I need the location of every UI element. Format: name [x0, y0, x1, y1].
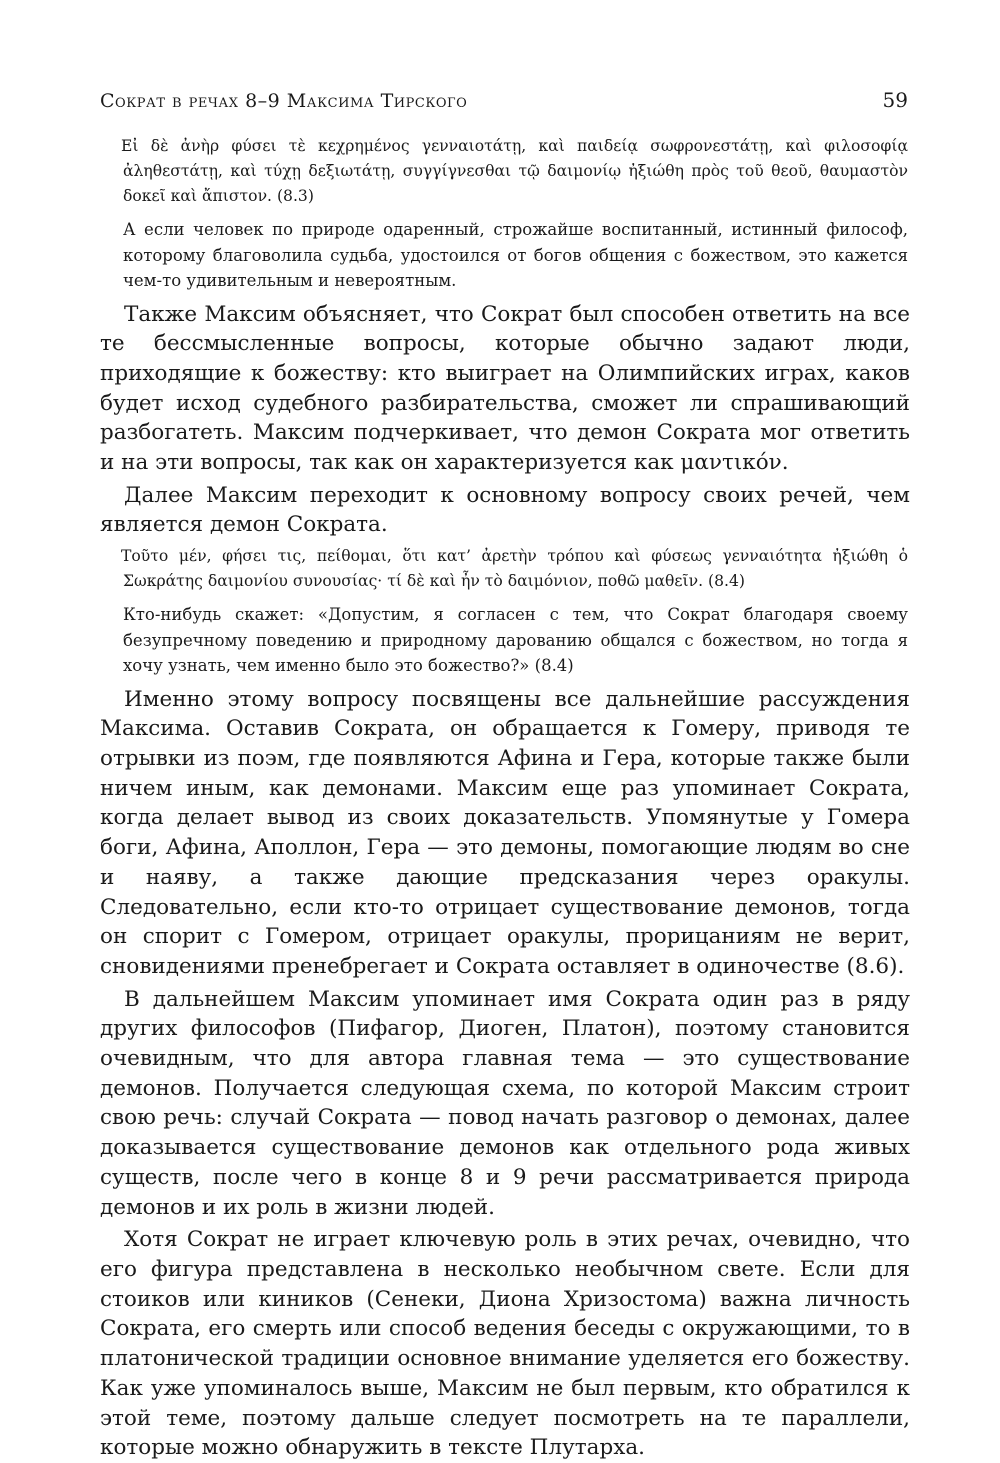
quote-translation: Кто-нибудь скажет: «Допустим, я согласен с тем, что Сократ благодаря своему безупречному поведению и природному дарованию общался с божеством, но тогда я хочу узнать, чем именно было это божество?» (8.4) [123, 605, 908, 676]
running-head [100, 88, 910, 134]
body-paragraph: Хотя Сократ не играет ключевую роль в этих речах, очевидно, что его фигура представлена в несколько необычном свете. Если для стоиков или киников (Сенеки, Диона Хризостома) важна личность Сократа, его смерть или способ ведения беседы с окружающими, то в платонической традиции основное внимание уделяется его божеству. Как уже упоминалось выше, Максим не был первым, кто обратился к этой теме, поэтому дальше следует посмотреть на те параллели, которые можно обнаружить в тексте Плутарха. [100, 1227, 910, 1461]
body-paragraph: Также Максим объясняет, что Сократ был способен ответить на все те бессмысленные вопросы, которые обычно задают люди, приходящие к божеству: кто выиграет на Олимпийских играх, каков будет исход судебного разбирательства, сможет ли спрашивающий разбогатеть. Максим подчеркивает, что демон Сократа мог ответить и на эти вопросы, так как он характеризуется как μαντικόν. [100, 301, 910, 476]
quote-block-8-3 [123, 134, 908, 294]
greek-quote: Τοῦτο μέν, φήσει τις, πείθομαι, ὅτι κατ’ ἀρετὴν τρόπου καὶ φύσεως γενναιότητα ἠξιώθη ὁ Σωκράτης δαιμονίου συνουσίας· τί δὲ καὶ ἦν τὸ δαιμόνιον, ποθῶ μαθεῖν. (8.4) [121, 547, 908, 591]
quote-translation: А если человек по природе одаренный, строжайше воспитанный, истинный философ, которому благоволила судьба, удостоился от богов общения с божеством, это кажется чем-то удивительным и невероятным. [123, 220, 908, 290]
greek-quote: Εἰ δὲ ἀνὴρ φύσει τὲ κεχρημένος γενναιοτάτῃ, καὶ παιδείᾳ σωφρονεστάτῃ, καὶ φιλοσοφίᾳ ἀληθεστάτῃ, καὶ τύχῃ δεξιωτάτῃ, συγγίγνεσθαι τῷ δαιμονίῳ ἠξιώθη πρὸς τοῦ θεοῦ, θαυμαστὸν δοκεῖ καὶ ἄπιστον. (8.3) [121, 137, 908, 205]
body-paragraph: Далее Максим переходит к основному вопросу своих речей, чем является демон Сократа. [100, 482, 910, 538]
body-paragraph: В дальнейшем Максим упоминает имя Сократа один раз в ряду других философов (Пифагор, Диоген, Платон), поэтому становится очевидным, что для автора главная тема — это существование демонов. Получается следующая схема, по которой Максим строит свою речь: случай Сократа — повод начать разговор о демонах, далее доказывается существование демонов как отдельного рода живых существ, после чего в конце 8 и 9 речи рассматривается природа демонов и их роль в жизни людей. [100, 986, 910, 1220]
page-number: 59 [882, 88, 908, 112]
body-paragraph: Именно этому вопросу посвящены все дальнейшие рассуждения Максима. Оставив Сократа, он обращается к Гомеру, приводя те отрывки из поэм, где появляются Афина и Гера, которые также были ничем иным, как демонами. Максим еще раз упоминает Сократа, когда делает вывод из своих доказательств. Упомянутые у Гомера боги, Афина, Аполлон, Гера — это демоны, помогающие людям во сне и наяву, а также дающие предсказания через оракулы. Следовательно, если кто-то отрицает существование демонов, тогда он спорит с Гомером, отрицает оракулы, прорицаниям не верит, сновидениями пренебрегает и Сократа оставляет в одиночестве (8.6). [100, 686, 910, 979]
quote-block-8-4 [123, 544, 908, 679]
running-head-title: Сократ в речах 8–9 Максима Тирского [100, 90, 468, 112]
